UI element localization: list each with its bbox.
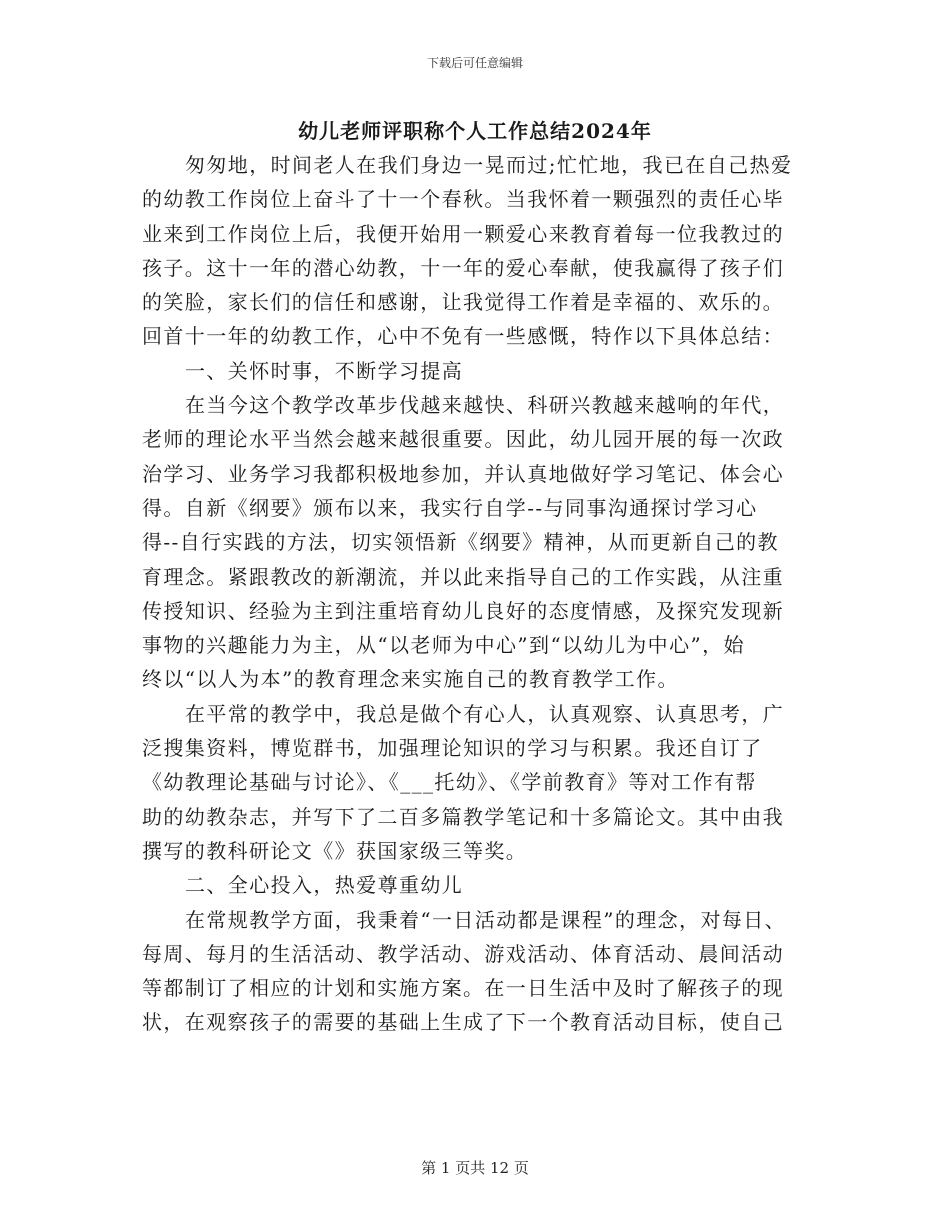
body-line: 终以“以人为本”的教育理念来实施自己的教育教学工作。 [142,667,679,692]
body-line: 等都制订了相应的计划和实施方案。在一日生活中及时了解孩子的现 [142,976,784,1001]
body-line: 匆匆地，时间老人在我们身边一晃而过;忙忙地，我已在自己热爱 [185,153,793,177]
document-body [142,148,812,1040]
body-line: 在当今这个教学改革步伐越来越快、科研兴教越来越响的年代， [185,393,785,418]
body-line: 事物的兴趣能力为主，从“以老师为中心”到“以幼儿为中心”，始 [142,633,745,658]
body-line: 状，在观察孩子的需要的基础上生成了下一个教育活动目标，使自己 [142,1010,784,1035]
body-line: 的笑脸，家长们的信任和感谢，让我觉得工作着是幸福的、欢乐的。 [142,290,784,315]
body-line: 《幼教理论基础与讨论》、《___托幼》、《学前教育》等对工作有帮 [142,770,757,795]
body-line: 治学习、业务学习我都积极地参加，并认真地做好学习笔记、体会心 [142,461,784,486]
document-title: 幼儿老师评职称个人工作总结2024年 [298,119,652,143]
section-heading: 一、关怀时事，不断学习提高 [185,358,464,383]
page-footer-number: 第 1 页共 12 页 [421,1159,529,1177]
body-line: 的幼教工作岗位上奋斗了十一个春秋。当我怀着一颗强烈的责任心毕 [142,187,784,212]
body-line: 撰写的教科研论文《》获国家级三等奖。 [142,838,528,863]
body-line: 回首十一年的幼教工作，心中不免有一些感慨，特作以下具体总结： [142,324,784,349]
body-line: 泛搜集资料，博览群书，加强理论知识的学习与积累。我还自订了 [142,736,763,761]
body-line: 得。自新《纲要》颁布以来，我实行自学--与同事沟通探讨学习心 [142,495,758,520]
body-line: 老师的理论水平当然会越来越很重要。因此，幼儿园开展的每一次政 [142,427,784,452]
page-header-note: 下载后可任意编辑 [426,56,523,70]
body-line: 孩子。这十一年的潜心幼教，十一年的爱心奉献，使我赢得了孩子们 [142,255,784,280]
body-line: 传授知识、经验为主到注重培育幼儿良好的态度情感，及探究发现新 [142,598,784,623]
body-line: 育理念。紧跟教改的新潮流，并以此来指导自己的工作实践，从注重 [142,564,784,589]
body-line: 得--自行实践的方法，切实领悟新《纲要》精神，从而更新自己的教 [142,530,779,555]
body-line: 助的幼教杂志，并写下了二百多篇教学笔记和十多篇论文。其中由我 [142,804,784,829]
body-line: 业来到工作岗位上后，我便开始用一颗爱心来教育着每一位我教过的 [142,221,784,246]
body-line: 每周、每月的生活活动、教学活动、游戏活动、体育活动、晨间活动 [142,941,784,966]
body-line: 在常规教学方面，我秉着“一日活动都是课程”的理念，对每日、 [185,907,787,932]
body-line: 在平常的教学中，我总是做个有心人，认真观察、认真思考，广 [185,701,785,726]
section-heading: 二、全心投入，热爱尊重幼儿 [185,873,464,898]
